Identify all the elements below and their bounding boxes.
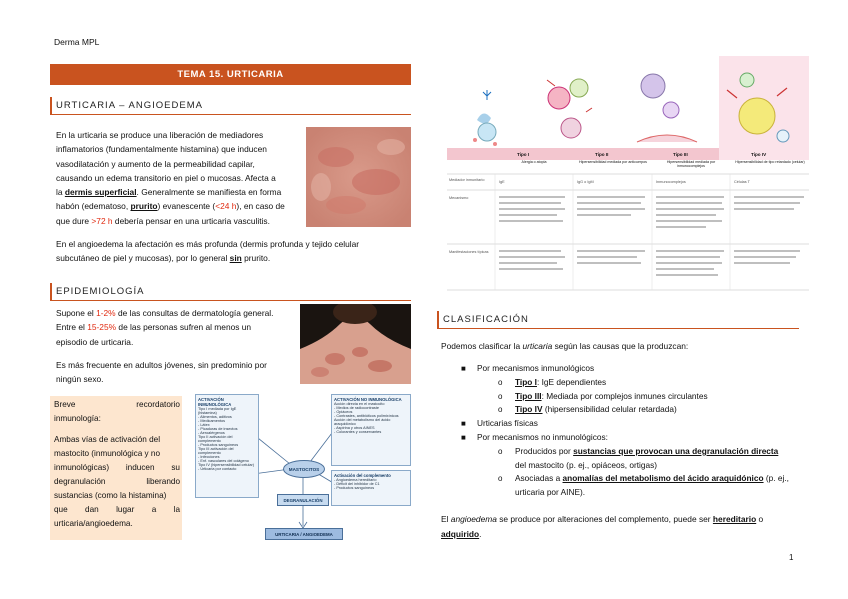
list-item: o Tipo III: Mediada por complejos inmunes circulantes: [498, 390, 708, 401]
text-line: causando un edema transitorio en piel o mucosas. Afecta a: [56, 172, 276, 183]
text-span: angioedema: [450, 514, 497, 524]
text-line: En la urticaria se produce una liberación de mediadores: [56, 130, 264, 140]
stat-1-2: 1-2%: [96, 308, 116, 318]
list-item: ■ Por mecanismos no inmunológicos:: [461, 431, 608, 442]
text-span: : IgE dependientes: [536, 376, 607, 387]
text-span: liberando: [146, 477, 180, 486]
text-span: recordatorio: [136, 400, 180, 409]
text-line: episodio de urticaria.: [56, 336, 134, 347]
text-span: Por mecanismos no inmunológicos:: [477, 431, 608, 442]
text-span: o: [756, 514, 764, 524]
text-line: [54, 461, 180, 475]
adquirido-term: adquirido: [441, 529, 480, 539]
immunological-activation-box: [195, 394, 259, 498]
text-span: Podemos clasificar la: [441, 341, 523, 351]
duration-24h: <24 h: [215, 201, 237, 212]
urticaria-back-photo: [300, 304, 411, 384]
type-subtitle: Hipersensibilidad mediada por inmunocomplejos: [666, 160, 716, 168]
text-span: inducen: [125, 463, 155, 472]
text-span: Supone el: [56, 308, 97, 318]
urticaria-angioedema-node: URTICARIA / ANGIOEDEMA: [265, 528, 343, 540]
text-line: [56, 306, 292, 320]
urticaria-skin-photo: [306, 127, 411, 227]
mediator-cell: Inmunocomplejos: [656, 180, 686, 184]
section-heading-clasificacion: CLASIFICACIÓN: [437, 311, 799, 329]
stat-15-25: 15-25%: [87, 322, 117, 333]
text-span: según las causas que la produzcan:: [552, 341, 689, 351]
text-span: El: [441, 514, 451, 524]
text-span: urticaria: [522, 341, 553, 351]
complement-activation-box: [331, 470, 411, 506]
box-items: [334, 402, 408, 434]
text-span: degranulación: [54, 477, 106, 486]
type-label: Tipo III: [673, 152, 688, 157]
type-label: Tipo IV: [751, 152, 767, 157]
text-span: (p. ej.,: [763, 473, 789, 484]
text-line: [56, 320, 292, 334]
text-span: la: [173, 505, 180, 514]
hypersensitivity-types-figure: [447, 50, 809, 292]
diagram-item: Tipo I mediada por IgE (histamina): [198, 407, 237, 415]
text-span: lugar: [116, 505, 135, 514]
diagram-item: - Opiáceos: [334, 410, 353, 414]
document-header: Derma MPL: [54, 37, 100, 47]
text-span: subcutáneo de piel y mucosas), por lo general: [56, 253, 230, 264]
page-number: 1: [789, 553, 794, 562]
text-line: [56, 251, 412, 265]
box-title: Activación del complemento: [334, 473, 391, 478]
degranulation-node: DEGRANULACIÓN: [277, 494, 329, 506]
text-span: la: [56, 187, 65, 198]
text-span: inmunológicas): [54, 463, 110, 472]
text-line: [54, 398, 180, 412]
section-heading-urticaria: URTICARIA – ANGIOEDEMA: [50, 97, 411, 115]
text-span: ), en caso de: [236, 201, 285, 212]
box-items: [334, 478, 408, 490]
list-item: o Producidos por sustancias que provocan una degranulación directa: [498, 445, 779, 456]
text-span: Breve: [54, 400, 76, 409]
text-span: prurito.: [241, 253, 271, 264]
text-line: ningún sexo.: [56, 374, 104, 385]
row-label: Mediador inmunitario: [449, 178, 485, 182]
text-line: [56, 214, 298, 228]
text-line: En el angioedema la afectación es más profunda (dermis profunda y tejido celular: [56, 239, 360, 249]
text-line: vasodilatación y aumento de la permeabilidad capilar,: [56, 158, 255, 169]
text-span: Producidos por: [515, 445, 574, 456]
box-title: ACTIVACIÓN INMUNOLÓGICA: [198, 397, 232, 407]
diagram-item: - Medios de radiocontraste: [334, 406, 379, 410]
text-line: [441, 512, 803, 527]
text-line: [56, 199, 298, 213]
text-span: se produce por alteraciones del complemento, puede ser: [496, 514, 713, 524]
diagram-item: - Enf. vasculares del colágeno: [198, 459, 249, 463]
sin-term: sin: [229, 253, 242, 264]
text-span: de las consultas de dermatología general.: [115, 308, 274, 318]
diagram-item: - Angioedema hereditario: [334, 478, 377, 482]
mastocyte-activation-diagram: [195, 394, 413, 542]
text-line: [54, 475, 180, 489]
text-span: Por mecanismos inmunológicos: [477, 363, 595, 373]
text-span: ) evanescente (: [157, 201, 216, 212]
text-line: inflamatorios (fundamentalmente histamina) que inducen: [56, 144, 267, 155]
text-span: . Generalmente se manifiesta en forma: [136, 187, 282, 198]
text-span: dan: [85, 505, 99, 514]
type-subtitle: Hipersensibilidad mediada por anticuerpos: [579, 160, 647, 164]
type-subtitle: Hipersensibilidad de tipo retardado (celular): [735, 160, 805, 164]
row-label: Manifestaciones típicas: [449, 250, 489, 254]
diagram-item: - Picaduras de insectos: [198, 427, 238, 431]
text-span: debería pensar en una urticaria vasculitis.: [112, 215, 270, 226]
diagram-item: - Alimentos, aditivos: [198, 415, 232, 419]
urticaria-paragraph: [56, 128, 298, 228]
diagram-item: - Productos sanguíneos: [198, 443, 239, 447]
list-item: o Asociadas a anomalías del metabolismo del ácido araquidónico (p. ej.,: [498, 473, 789, 484]
text-line: inmunología:: [54, 414, 101, 423]
box-title: ACTIVACIÓN NO INMUNOLÓGICA: [334, 397, 402, 402]
diagram-item: - Medicamentos: [198, 419, 226, 423]
diagram-item: - Productos sanguíneos: [334, 486, 375, 490]
text-line: mastocito (inmunológica y no: [54, 449, 161, 458]
text-span: .: [479, 529, 482, 539]
diagram-item: Tipo IV (hipersensibilidad celular): [198, 463, 254, 467]
text-span: que: [54, 505, 68, 514]
duration-72h: >72 h: [91, 215, 113, 226]
text-span: Urticarias físicas: [477, 418, 538, 429]
text-line: Ambas vías de activación del: [54, 435, 161, 444]
row-label: Mecanismo: [449, 196, 469, 200]
text-span: a: [151, 505, 157, 514]
diagram-item: - Infecciones: [198, 455, 220, 459]
text-span: (hipersensibilidad celular retardada): [542, 404, 677, 415]
diagram-item: - Contrastes, antibióticos polimixínicos: [334, 414, 399, 418]
clasificacion-list: [441, 362, 801, 500]
epidemiologia-paragraph: [56, 306, 292, 386]
angioedema-paragraph: [56, 237, 412, 266]
diagram-item: - Urticaria por contacto: [198, 467, 237, 471]
chapter-title: TEMA 15. URTICARIA: [50, 64, 411, 85]
text-line: Es más frecuente en adultos jóvenes, sin predominio por: [56, 359, 267, 370]
arachidonic-term: anomalías del metabolismo del ácido araquidónico: [562, 473, 764, 484]
text-span: su: [171, 463, 180, 472]
text-span: que dure: [56, 215, 92, 226]
text-span: : Mediada por complejos inmunes circulantes: [541, 390, 708, 401]
list-item: o Tipo I: IgE dependientes: [498, 376, 607, 387]
text-span: Asociadas a: [515, 473, 563, 484]
mediator-cell: IgG o IgM: [577, 180, 594, 184]
list-item: ■ Por mecanismos inmunológicos: [461, 363, 595, 373]
list-item-continuation: del mastocito (p. ej., opiáceos, ortigas): [515, 459, 658, 470]
type-subtitle: Alergia o atopia: [521, 160, 547, 164]
diagram-item: - Látex: [198, 423, 210, 427]
section-heading-epidemiologia: EPIDEMIOLOGÍA: [50, 283, 411, 301]
diagram-item: Tipo II activación del complemento: [198, 435, 233, 443]
list-item: ■ Urticarias físicas: [461, 418, 538, 429]
diagram-item: - Déficit del inhibidor de C1: [334, 482, 380, 486]
list-item: o Tipo IV (hipersensibilidad celular retardada): [498, 404, 677, 415]
diagram-item: Acción directa en el mastocito: [334, 402, 385, 406]
diagram-item: Acción del metabolismo del ácido araquidónico: [334, 418, 391, 426]
tipo-1-term: Tipo I: [515, 376, 537, 387]
type-label: Tipo II: [595, 152, 609, 157]
type-label: Tipo I: [517, 152, 530, 157]
mastocitos-node: MASTOCITOS: [283, 460, 325, 478]
hereditario-term: hereditario: [712, 514, 757, 524]
prurito-term: prurito: [130, 201, 158, 212]
diagram-item: Tipo III activación del complemento: [198, 447, 234, 455]
text-line: sustancias (como la histamina): [54, 491, 167, 500]
tipo-3-term: Tipo III: [515, 390, 542, 401]
text-span: Entre el: [56, 322, 88, 333]
text-span: de las personas sufren al menos un: [116, 322, 252, 333]
text-span: habón (edematoso,: [56, 201, 131, 212]
non-immunological-activation-box: [331, 394, 411, 466]
mediator-cell: Células T: [734, 180, 750, 184]
degranulation-term: sustancias que provocan una degranulación directa: [573, 445, 779, 456]
angioedema-classification: [441, 512, 803, 542]
text-line: [441, 527, 803, 542]
text-line: [54, 503, 180, 517]
callout-text: [54, 398, 180, 531]
diagram-item: - Colorantes y conservantes: [334, 430, 382, 434]
tipo-4-term: Tipo IV: [515, 404, 543, 415]
hypersensitivity-illustration: [447, 50, 809, 292]
clasificacion-intro: [441, 339, 801, 353]
dermis-superficial-term: dermis superficial: [64, 187, 137, 198]
diagram-item: - Aeroalérgenos: [198, 431, 225, 435]
box-items: [198, 407, 256, 471]
diagram-item: - Aspirina y otros AINES: [334, 426, 375, 430]
text-line: [56, 185, 298, 199]
list-item-continuation: urticaria por AINE).: [515, 487, 586, 498]
mediator-cell: IgE: [499, 180, 505, 184]
text-line: urticaria/angioedema.: [54, 519, 133, 528]
